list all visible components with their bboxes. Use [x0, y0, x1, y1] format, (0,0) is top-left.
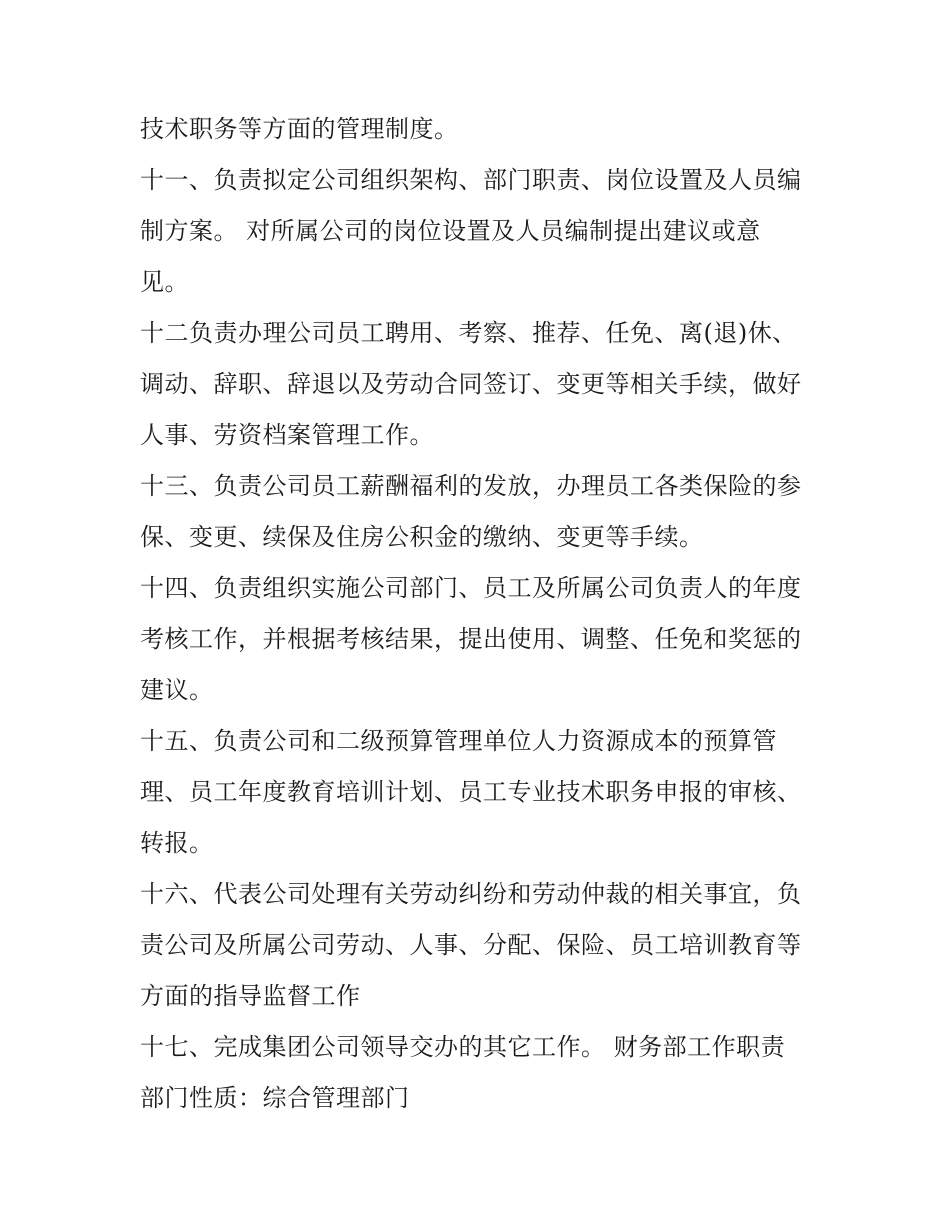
text-line: 十四、负责组织实施公司部门、员工及所属公司负责人的年度 — [140, 574, 802, 602]
text-line: 见。 — [140, 268, 189, 296]
text-line: 十三、负责公司员工薪酬福利的发放，办理员工各类保险的参 — [140, 472, 802, 500]
text-line: 方面的指导监督工作 — [140, 982, 361, 1010]
text-line: 技术职务等方面的管理制度。 — [140, 115, 459, 143]
text-line: 人事、劳资档案管理工作。 — [140, 421, 434, 449]
text-line: 十一、负责拟定公司组织架构、部门职责、岗位设置及人员编 — [140, 166, 802, 194]
text-line: 十六、代表公司处理有关劳动纠纷和劳动仲裁的相关事宜，负 — [140, 880, 802, 908]
text-line: 保、变更、续保及住房公积金的缴纳、变更等手续。 — [140, 523, 704, 551]
text-line: 理、员工年度教育培训计划、员工专业技术职务申报的审核、 — [140, 778, 802, 806]
text-line: 调动、辞职、辞退以及劳动合同签订、变更等相关手续，做好 — [140, 370, 802, 398]
text-line: 转报。 — [140, 829, 214, 857]
document-body — [140, 109, 830, 1129]
text-line: 部门性质：综合管理部门 — [140, 1084, 410, 1112]
text-line: 考核工作，并根据考核结果，提出使用、调整、任免和奖惩的 — [140, 625, 802, 653]
text-line: 责公司及所属公司劳动、人事、分配、保险、员工培训教育等 — [140, 931, 802, 959]
text-line: 十二负责办理公司员工聘用、考察、推荐、任免、离(退)休、 — [140, 319, 797, 347]
text-line: 十五、负责公司和二级预算管理单位人力资源成本的预算管 — [140, 727, 777, 755]
text-line: 十七、完成集团公司领导交办的其它工作。 财务部工作职责 — [140, 1033, 786, 1061]
text-line: 制方案。 对所属公司的岗位设置及人员编制提出建议或意 — [140, 217, 761, 245]
text-line: 建议。 — [140, 676, 214, 704]
